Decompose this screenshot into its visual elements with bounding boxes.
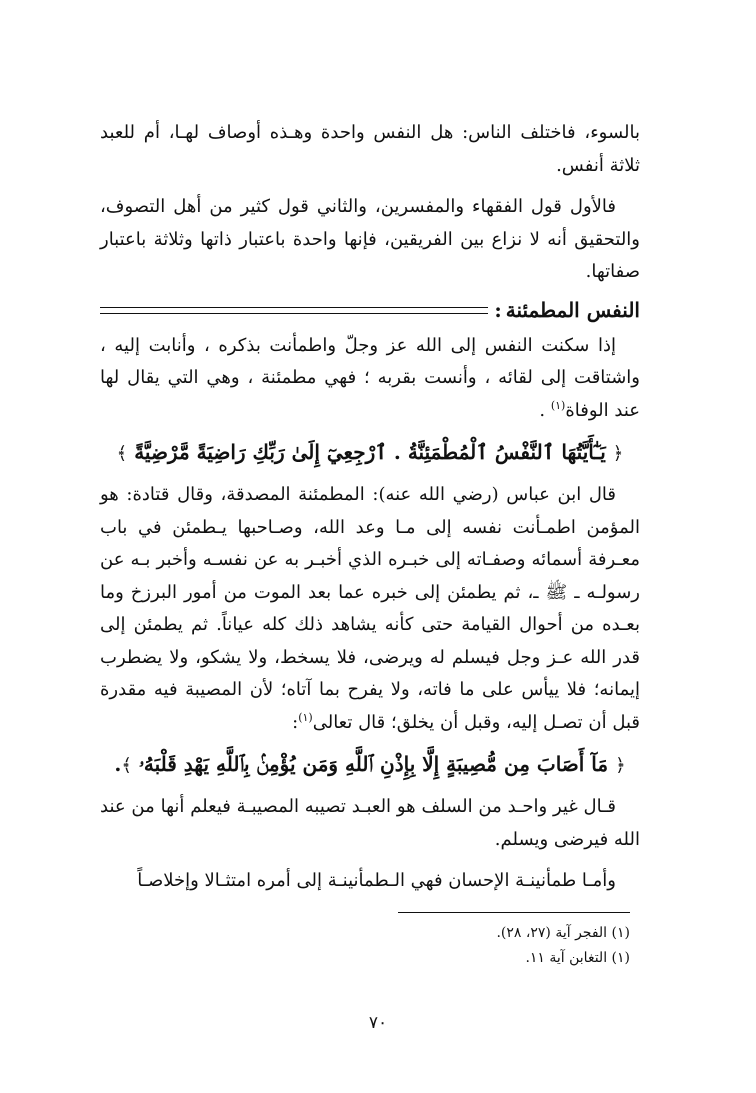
- quran-verse-1: [100, 431, 640, 475]
- paragraph-4: [100, 479, 640, 739]
- footnote-separator: [398, 912, 630, 913]
- verse-2-text: مَآ أَصَابَ مِن مُّصِيبَةٍ إِلَّا بِإِذْنِ ٱللَّهِ وَمَن يُؤْمِنۢ بِٱللَّهِ يَهْدِ قَلْبَهُۥ: [138, 752, 609, 776]
- verse-1-text: يَـٰٓأَيَّتُهَا ٱلنَّفْسُ ٱلْمُطْمَئِنَّةُ . ٱرْجِعِيٓ إِلَىٰ رَبِّكِ رَاضِيَةً مَّرْضِيَّةً: [134, 440, 606, 464]
- footnote-2: (١) التغابن آية ١١.: [525, 950, 630, 966]
- paragraph-3: [100, 330, 640, 428]
- heading-double-rule: [100, 307, 488, 314]
- footnotes: [100, 912, 630, 971]
- paragraph-6: وأمـا طمأنينـة الإحسان فهي الـطمأنينـة إلى أمره امتثـالا وإخلاصـاً: [137, 870, 616, 891]
- footnote-ref: (١): [298, 710, 313, 724]
- main-text-column: [100, 117, 640, 898]
- footnote-ref: (١): [550, 398, 566, 412]
- paragraph-4-end: :: [292, 711, 299, 733]
- paragraph-4-text: قال ابن عباس (رضي الله عنه): المطمئنة المصدقة، وقال قتادة: هو المؤمن اطمـأنت نفسه إلى مـا وعد الله، وصـاحبها يـطمئن في باب معـرفة أسمائه وصفـاته إلى خبـره الذي أخبـر به عن نفسـه وأخبر بـه عن رسولـه ـ ﷺ ـ، ثم يطمئن إلى خبره عما بعد الموت من أمور البرزخ وما بعـده من أحوال القيامة حتى كأنه يشاهد ذلك كله عياناً. ثم يطمئن إلى قدر الله عـز وجل فيسلم له ويرضى، فلا يسخط، ولا يشكو، ولا يضطرب إيمانه؛ فلا ييأس على ما فاته، ولا يفرح بما آتاه؛ لأن المصيبة فيه مقدرة قبل أن تصـل إليه، وقبل أن يخلق؛ قال تعالى: [100, 484, 640, 733]
- verse-close-bracket: ﴾: [116, 443, 128, 464]
- section-heading: [100, 292, 640, 330]
- paragraph-3-text: إذا سكنت النفس إلى الله عز وجلّ واطمأنت بذكره ، وأنابت إليه ، واشتاقت إلى لقائه ، وأنست بقربه ؛ فهي مطمئنة ، وهي التي يقال لها عند الوفاة: [100, 334, 640, 421]
- paragraph-1: بالسوء، فاختلف الناس: هل النفس واحدة وهـذه أوصاف لهـا، أم للعبد ثلاثة أنفس.: [100, 122, 640, 176]
- section-heading-colon: :: [494, 298, 502, 323]
- verse-open-bracket: ﴿: [615, 755, 626, 776]
- verse-close-bracket: ﴾: [121, 755, 132, 776]
- verse-2-end: .: [114, 752, 122, 776]
- paragraph-3-end: .: [539, 399, 551, 421]
- paragraph-5: قـال غير واحـد من السلف هو العبـد تصيبه المصيبـة فيعلم أنها من عند الله فيرضى ويسلم.: [100, 796, 640, 850]
- section-heading-title: النفس المطمئنة: [505, 298, 640, 323]
- footnote-1: (١) الفجر آية (٢٧، ٢٨).: [496, 925, 630, 941]
- paragraph-2: فالأول قول الفقهاء والمفسرين، والثاني قول كثير من أهل التصوف، والتحقيق أنه لا نزاع بين الفريقين، فإنها واحدة باعتبار ذاتها وثلاثة باعتبار صفاتها.: [100, 196, 640, 282]
- verse-open-bracket: ﴿: [612, 443, 624, 464]
- page-number: ٧٠: [368, 1013, 388, 1033]
- quran-verse-2: [100, 743, 640, 787]
